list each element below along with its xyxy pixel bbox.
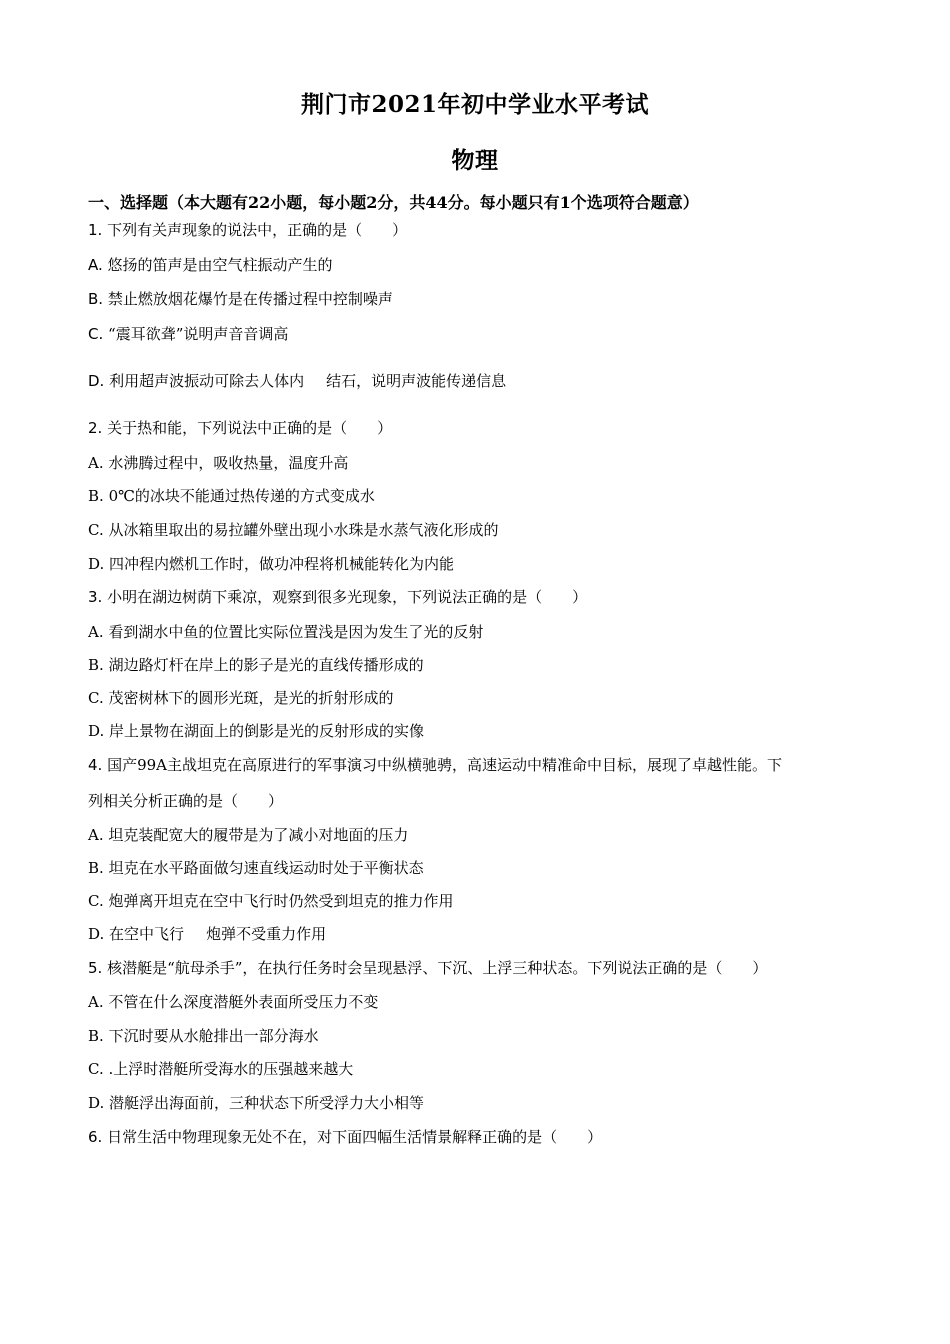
option-letter: D. — [88, 722, 105, 740]
question-4-stem — [88, 754, 782, 775]
option-text: 禁止燃放烟花爆竹是在传播过程中控制噪声 — [107, 290, 393, 308]
option-letter: B. — [88, 859, 104, 877]
question-1-option-c — [88, 323, 288, 344]
question-number: 6. — [88, 1128, 103, 1146]
question-4-stem-continued: 列相关分析正确的是（ ） — [88, 792, 284, 810]
question-2-option-c — [88, 519, 499, 540]
option-letter: C. — [88, 1060, 104, 1078]
question-number: 2. — [88, 419, 103, 437]
option-letter: B. — [88, 1027, 104, 1045]
question-2-option-a — [88, 452, 348, 473]
question-2-stem — [88, 417, 392, 438]
option-letter: A. — [88, 256, 103, 274]
question-text: 国产99A主战坦克在高原进行的军事演习中纵横驰骋，高速运动中精准命中目标，展现了卓越性能。下 — [107, 756, 783, 774]
option-letter: B. — [88, 487, 104, 505]
option-text: 四冲程内燃机工作时，做功冲程将机械能转化为内能 — [109, 555, 455, 573]
subject-title: 物理 — [451, 147, 499, 174]
option-text: 潜艇浮出海面前，三种状态下所受浮力大小相等 — [109, 1094, 425, 1112]
section-heading: 一、选择题（本大题有22小题，每小题2分，共44分。每小题只有1个选项符合题意） — [88, 193, 699, 212]
option-text: 悠扬的笛声是由空气柱振动产生的 — [107, 256, 333, 274]
option-text: 看到湖水中鱼的位置比实际位置浅是因为发生了光的反射 — [108, 623, 484, 641]
question-text: 下列有关声现象的说法中，正确的是（ ） — [107, 221, 408, 239]
exam-title: 荆门市2021年初中学业水平考试 — [300, 91, 649, 118]
option-letter: B. — [88, 656, 104, 674]
option-text: 湖边路灯杆在岸上的影子是光的直线传播形成的 — [108, 656, 424, 674]
question-1-option-d — [88, 370, 506, 391]
option-text-part-1: 利用超声波振动可除去人体内 — [109, 372, 305, 390]
option-text: 不管在什么深度潜艇外表面所受压力不变 — [108, 993, 379, 1011]
question-4-option-b — [88, 857, 424, 878]
question-3-option-d — [88, 720, 424, 741]
option-text: 炮弹离开坦克在空中飞行时仍然受到坦克的推力作用 — [108, 892, 454, 910]
question-number: 4. — [88, 756, 103, 774]
option-letter: D. — [88, 372, 105, 390]
question-5-stem — [88, 957, 767, 978]
option-letter: C. — [88, 521, 104, 539]
question-number: 1. — [88, 221, 103, 239]
question-1-option-b — [88, 288, 393, 309]
option-text-part-2: 炮弹不受重力作用 — [206, 925, 327, 943]
option-letter: C. — [88, 892, 104, 910]
question-text: 日常生活中物理现象无处不在，对下面四幅生活情景解释正确的是（ ） — [107, 1128, 603, 1146]
question-5-option-d — [88, 1092, 424, 1113]
option-letter: D. — [88, 1094, 105, 1112]
question-text: 小明在湖边树荫下乘凉，观察到很多光现象，下列说法正确的是（ ） — [107, 588, 588, 606]
question-1-option-a — [88, 254, 333, 275]
option-text: .上浮时潜艇所受海水的压强越来越大 — [108, 1060, 354, 1078]
option-letter: A. — [88, 454, 104, 472]
question-3-option-a — [88, 621, 483, 642]
option-text: 0℃的冰块不能通过热传递的方式变成水 — [108, 487, 375, 505]
question-number: 5. — [88, 959, 103, 977]
option-letter: A. — [88, 623, 104, 641]
question-3-stem — [88, 586, 587, 607]
option-letter: C. — [88, 325, 104, 343]
question-5-option-a — [88, 991, 378, 1012]
option-letter: D. — [88, 925, 105, 943]
question-text: 关于热和能，下列说法中正确的是（ ） — [107, 419, 393, 437]
question-2-option-d — [88, 553, 454, 574]
option-letter: C. — [88, 689, 104, 707]
option-text: 下沉时要从水舱排出一部分海水 — [108, 1027, 319, 1045]
question-5-option-c — [88, 1058, 353, 1079]
question-1-stem — [88, 219, 407, 240]
option-letter: B. — [88, 290, 104, 308]
question-4-option-c — [88, 890, 454, 911]
option-text: 茂密树林下的圆形光斑，是光的折射形成的 — [108, 689, 394, 707]
option-text-part-2: 结石，说明声波能传递信息 — [326, 372, 507, 390]
question-4-option-d — [88, 923, 326, 944]
question-3-option-c — [88, 687, 394, 708]
question-2-option-b — [88, 485, 375, 506]
option-text: 从冰箱里取出的易拉罐外壁出现小水珠是水蒸气液化形成的 — [108, 521, 499, 539]
question-number: 3. — [88, 588, 103, 606]
option-text: 水沸腾过程中，吸收热量，温度升高 — [108, 454, 349, 472]
option-text: 坦克在水平路面做匀速直线运动时处于平衡状态 — [108, 859, 424, 877]
question-3-option-b — [88, 654, 424, 675]
option-text: “震耳欲聋”说明声音音调高 — [108, 325, 289, 343]
option-letter: A. — [88, 826, 104, 844]
question-text: 核潜艇是“航母杀手”，在执行任务时会呈现悬浮、下沉、上浮三种状态。下列说法正确的是（ ） — [107, 959, 768, 977]
option-letter: D. — [88, 555, 105, 573]
option-text-part-1: 在空中飞行 — [109, 925, 185, 943]
option-text: 岸上景物在湖面上的倒影是光的反射形成的实像 — [109, 722, 425, 740]
question-5-option-b — [88, 1025, 319, 1046]
question-6-stem — [88, 1126, 602, 1147]
question-4-option-a — [88, 824, 408, 845]
option-text: 坦克装配宽大的履带是为了减小对地面的压力 — [108, 826, 409, 844]
option-letter: A. — [88, 993, 104, 1011]
